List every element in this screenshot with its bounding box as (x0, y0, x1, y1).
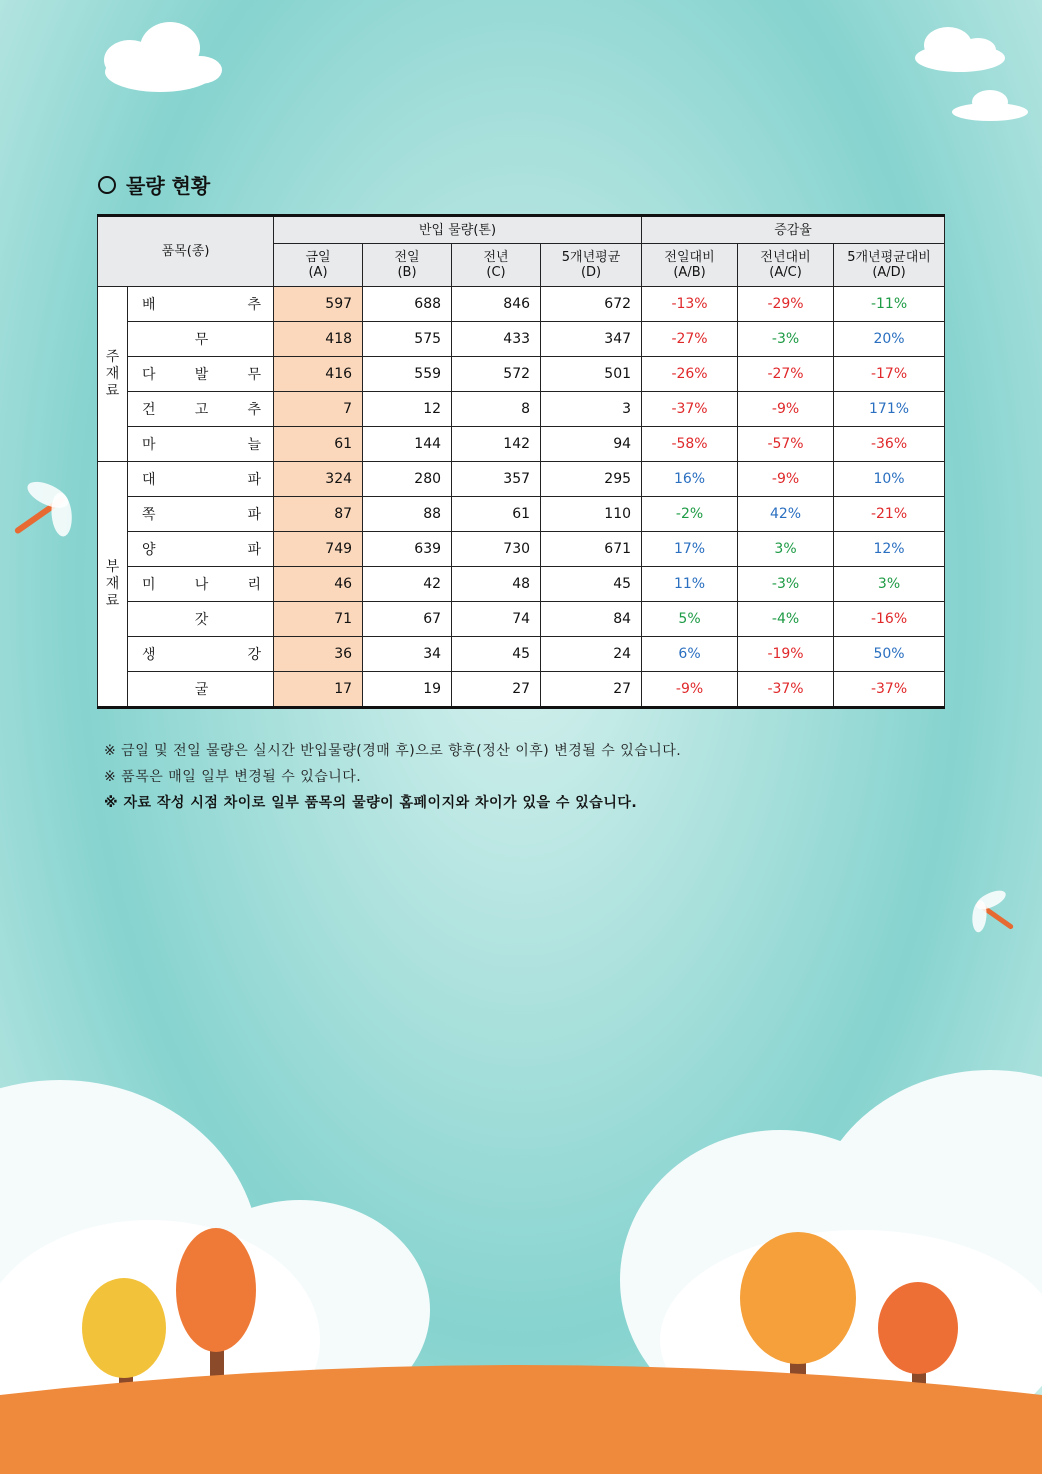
rate-ad-cell: 171% (834, 392, 945, 427)
volume-c-cell: 433 (452, 322, 541, 357)
header-volume: 반입 물량(톤) (274, 216, 642, 244)
column-header-code: (D) (580, 265, 602, 280)
rate-ad-cell: 20% (834, 322, 945, 357)
item-name-char: 무 (194, 332, 209, 348)
header-rate: 증감율 (642, 216, 945, 244)
rate-ab-cell: 16% (642, 462, 738, 497)
rate-ad-cell: -11% (834, 287, 945, 322)
item-name (128, 497, 274, 532)
volume-a-cell: 324 (274, 462, 363, 497)
rate-ab-cell: -9% (642, 672, 738, 708)
volume-b-cell: 688 (363, 287, 452, 322)
column-header (452, 244, 541, 287)
volume-a-cell: 46 (274, 567, 363, 602)
rate-ad-cell: -16% (834, 602, 945, 637)
column-header-code: (A) (308, 265, 328, 280)
rate-ab-cell: -26% (642, 357, 738, 392)
volume-c-cell: 8 (452, 392, 541, 427)
volume-a-cell: 61 (274, 427, 363, 462)
item-name-char: 배 (142, 297, 156, 313)
item-name-char: 발 (194, 367, 209, 383)
rate-ad-cell: 3% (834, 567, 945, 602)
column-header-name: 전일 (394, 250, 420, 265)
hill (0, 1365, 1042, 1474)
item-name (128, 532, 274, 567)
rate-ad-cell: 12% (834, 532, 945, 567)
rate-ab-cell: 6% (642, 637, 738, 672)
volume-d-cell: 3 (541, 392, 642, 427)
table-row (98, 672, 945, 708)
volume-c-cell: 27 (452, 672, 541, 708)
volume-b-cell: 67 (363, 602, 452, 637)
rate-ad-cell: -37% (834, 672, 945, 708)
group-label-char: 료 (105, 382, 120, 399)
column-header-name: 전일대비 (664, 250, 715, 265)
note-1: ※ 금일 및 전일 물량은 실시간 반입물량(경매 후)으로 향후(정산 이후) 변경될 수 있습니다. (104, 743, 682, 759)
group-label (98, 287, 128, 462)
volume-a-cell: 416 (274, 357, 363, 392)
volume-a-cell: 87 (274, 497, 363, 532)
tree-icon (176, 1228, 256, 1390)
item-name-char: 무 (247, 367, 261, 383)
column-header-name: 전년 (483, 250, 509, 265)
group-label-char: 료 (105, 592, 120, 609)
rate-ad-cell: 50% (834, 637, 945, 672)
rate-ab-cell: 5% (642, 602, 738, 637)
column-header (738, 244, 834, 287)
section-title-text: 물량 현황 (126, 174, 211, 198)
table-row (98, 357, 945, 392)
rate-ac-cell: -29% (738, 287, 834, 322)
volume-c-cell: 730 (452, 532, 541, 567)
volume-a-cell: 597 (274, 287, 363, 322)
rate-ac-cell: -3% (738, 567, 834, 602)
volume-d-cell: 295 (541, 462, 642, 497)
item-name-char: 추 (247, 402, 261, 418)
volume-table (97, 214, 945, 709)
cloud-icon (915, 27, 1028, 121)
volume-a-cell: 418 (274, 322, 363, 357)
group-label-char: 부 (105, 558, 120, 575)
group-label-char: 주 (105, 348, 120, 365)
notes (104, 738, 681, 816)
table-row (98, 392, 945, 427)
volume-b-cell: 34 (363, 637, 452, 672)
item-name (128, 392, 274, 427)
item-name (128, 322, 274, 357)
volume-c-cell: 846 (452, 287, 541, 322)
volume-a-cell: 36 (274, 637, 363, 672)
item-name-char: 생 (142, 647, 156, 663)
item-name-char: 강 (247, 647, 262, 663)
column-header-name: 5개년평균대비 (847, 250, 931, 265)
section-title (98, 170, 210, 199)
item-name (128, 287, 274, 322)
volume-a-cell: 7 (274, 392, 363, 427)
item-name (128, 637, 274, 672)
volume-d-cell: 110 (541, 497, 642, 532)
volume-b-cell: 144 (363, 427, 452, 462)
group-label-char: 재 (105, 365, 120, 382)
rate-ad-cell: 10% (834, 462, 945, 497)
volume-c-cell: 48 (452, 567, 541, 602)
table-row (98, 637, 945, 672)
item-name-char: 마 (142, 437, 156, 453)
rate-ab-cell: -27% (642, 322, 738, 357)
column-header (541, 244, 642, 287)
volume-d-cell: 94 (541, 427, 642, 462)
tree-icon (878, 1282, 958, 1405)
volume-b-cell: 559 (363, 357, 452, 392)
volume-c-cell: 142 (452, 427, 541, 462)
rate-ab-cell: -58% (642, 427, 738, 462)
volume-d-cell: 24 (541, 637, 642, 672)
volume-d-cell: 347 (541, 322, 642, 357)
rate-ac-cell: 3% (738, 532, 834, 567)
volume-b-cell: 19 (363, 672, 452, 708)
dragonfly-icon (958, 878, 1029, 950)
item-name-char: 추 (247, 297, 262, 313)
table-row (98, 532, 945, 567)
rate-ad-cell: -21% (834, 497, 945, 532)
cloud-icon (104, 22, 222, 92)
table-row (98, 497, 945, 532)
volume-d-cell: 84 (541, 602, 642, 637)
note-3: ※ 자료 작성 시점 차이로 일부 품목의 물량이 홈페이지와 차이가 있을 수 있습니다. (104, 795, 638, 811)
column-header (642, 244, 738, 287)
column-header-name: 5개년평균 (561, 250, 621, 265)
tree-icon (740, 1232, 856, 1400)
item-name-char: 쪽 (142, 507, 156, 523)
item-name (128, 567, 274, 602)
table-row (98, 602, 945, 637)
rate-ab-cell: -37% (642, 392, 738, 427)
table-row (98, 287, 945, 322)
item-name (128, 672, 274, 708)
group-label (98, 462, 128, 708)
column-header-name: 금일 (305, 250, 331, 265)
volume-b-cell: 280 (363, 462, 452, 497)
rate-ab-cell: -2% (642, 497, 738, 532)
rate-ac-cell: -57% (738, 427, 834, 462)
table-row (98, 462, 945, 497)
item-name (128, 462, 274, 497)
item-name-char: 고 (194, 402, 209, 418)
item-name-char: 리 (247, 577, 261, 593)
volume-b-cell: 88 (363, 497, 452, 532)
item-name-char: 건 (142, 402, 156, 418)
volume-b-cell: 42 (363, 567, 452, 602)
header-item: 품목(종) (98, 216, 274, 287)
rate-ab-cell: 17% (642, 532, 738, 567)
rate-ac-cell: -3% (738, 322, 834, 357)
volume-d-cell: 671 (541, 532, 642, 567)
item-name-char: 양 (142, 542, 156, 558)
rate-ac-cell: -27% (738, 357, 834, 392)
tree-icon (82, 1278, 166, 1410)
table-row (98, 322, 945, 357)
column-header (363, 244, 452, 287)
column-header-code: (A/D) (872, 265, 906, 280)
rate-ac-cell: -37% (738, 672, 834, 708)
rate-ab-cell: -13% (642, 287, 738, 322)
dragonfly-icon (0, 464, 92, 562)
rate-ad-cell: -17% (834, 357, 945, 392)
item-name (128, 427, 274, 462)
volume-a-cell: 749 (274, 532, 363, 567)
item-name-char: 미 (142, 577, 156, 593)
volume-b-cell: 639 (363, 532, 452, 567)
item-name-char: 다 (142, 367, 156, 383)
volume-a-cell: 17 (274, 672, 363, 708)
column-header (834, 244, 945, 287)
item-name-char: 파 (247, 507, 262, 523)
volume-d-cell: 45 (541, 567, 642, 602)
table-row (98, 567, 945, 602)
item-name-char: 늘 (247, 437, 262, 453)
item-name (128, 602, 274, 637)
group-label-char: 재 (105, 575, 120, 592)
rate-ac-cell: -9% (738, 392, 834, 427)
item-name-char: 파 (247, 542, 262, 558)
volume-b-cell: 12 (363, 392, 452, 427)
circle-bullet-icon (98, 176, 116, 194)
volume-c-cell: 61 (452, 497, 541, 532)
column-header-code: (A/B) (673, 265, 706, 280)
volume-d-cell: 501 (541, 357, 642, 392)
rate-ac-cell: -4% (738, 602, 834, 637)
rate-ac-cell: -9% (738, 462, 834, 497)
volume-d-cell: 27 (541, 672, 642, 708)
column-header-code: (C) (486, 265, 506, 280)
item-name-char: 파 (247, 472, 262, 488)
column-header-name: 전년대비 (760, 250, 811, 265)
column-header-code: (B) (397, 265, 417, 280)
volume-c-cell: 572 (452, 357, 541, 392)
rate-ac-cell: -19% (738, 637, 834, 672)
column-header-code: (A/C) (769, 265, 802, 280)
volume-c-cell: 357 (452, 462, 541, 497)
rate-ad-cell: -36% (834, 427, 945, 462)
item-name-char: 나 (194, 577, 209, 593)
note-2: ※ 품목은 매일 일부 변경될 수 있습니다. (104, 769, 362, 785)
item-name-char: 굴 (194, 682, 209, 698)
column-header (274, 244, 363, 287)
table-row (98, 427, 945, 462)
volume-d-cell: 672 (541, 287, 642, 322)
volume-a-cell: 71 (274, 602, 363, 637)
item-name-char: 대 (142, 472, 156, 488)
item-name-char: 갓 (194, 612, 209, 628)
volume-b-cell: 575 (363, 322, 452, 357)
rate-ab-cell: 11% (642, 567, 738, 602)
rate-ac-cell: 42% (738, 497, 834, 532)
volume-c-cell: 45 (452, 637, 541, 672)
volume-c-cell: 74 (452, 602, 541, 637)
item-name (128, 357, 274, 392)
